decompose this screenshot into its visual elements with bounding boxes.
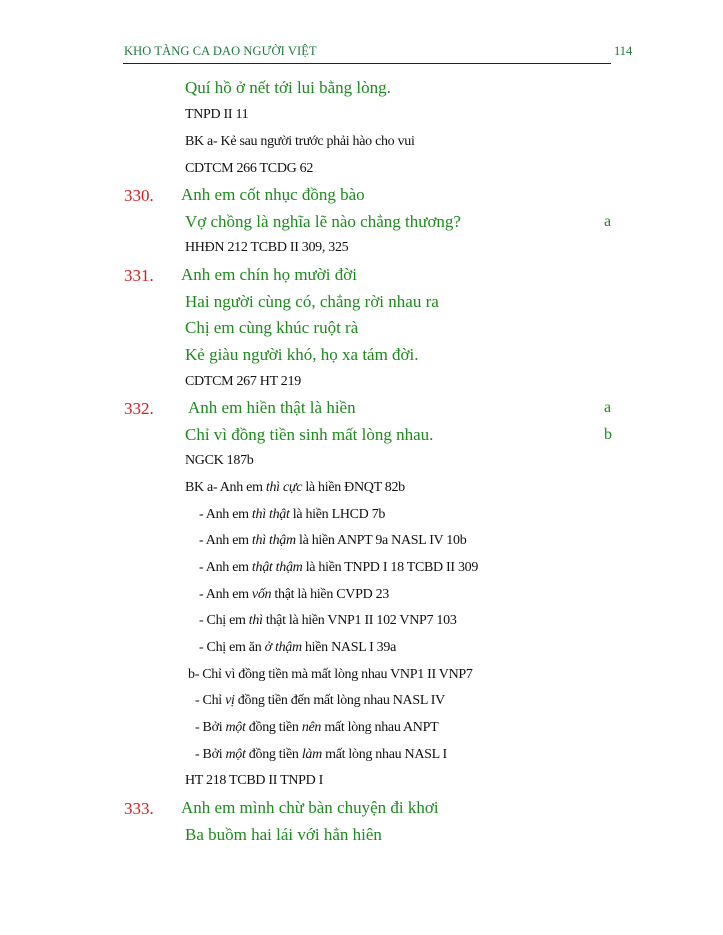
source-reference: TNPD II 11 bbox=[185, 107, 249, 122]
verse-line: Anh em cốt nhục đồng bào bbox=[181, 185, 365, 204]
entry-number: 333. bbox=[124, 799, 154, 818]
entry-number: 332. bbox=[124, 399, 154, 418]
source-reference: HHĐN 212 TCBD II 309, 325 bbox=[185, 240, 349, 255]
header-divider bbox=[123, 63, 611, 64]
verse-marker: a bbox=[604, 213, 612, 230]
verse-line: Anh em mình chừ bàn chuyện đi khơi bbox=[181, 798, 439, 817]
running-header-title: KHO TÀNG CA DAO NGƯỜI VIỆT bbox=[124, 44, 317, 58]
verse-line: Anh em chín họ mười đời bbox=[181, 265, 357, 284]
verse-line: Chỉ vì đồng tiền sinh mất lòng nhau. bbox=[185, 425, 434, 444]
verse-line: Quí hồ ở nết tới lui bằng lòng. bbox=[185, 78, 391, 97]
variant-note: - Anh em thì thật là hiền LHCD 7b bbox=[199, 507, 386, 522]
variant-note: BK a- Anh em thì cực là hiền ĐNQT 82b bbox=[185, 480, 405, 495]
source-reference: HT 218 TCBD II TNPD I bbox=[185, 773, 323, 788]
verse-line: Hai người cùng có, chẳng rời nhau ra bbox=[185, 292, 439, 311]
entry-number: 330. bbox=[124, 186, 154, 205]
variant-note: - Chỉ vị đồng tiền đến mất lòng nhau NASL IV bbox=[195, 693, 445, 708]
verse-marker: b bbox=[604, 426, 612, 443]
source-reference: NGCK 187b bbox=[185, 453, 254, 468]
verse-marker: a bbox=[604, 399, 612, 416]
entry-number: 331. bbox=[124, 266, 154, 285]
variant-note: - Anh em vốn thật là hiền CVPD 23 bbox=[199, 587, 389, 602]
page-number: 114 bbox=[614, 44, 633, 58]
verse-line: Ba buồm hai lái với hẳn hiên bbox=[185, 825, 382, 844]
variant-note: - Anh em thật thậm là hiền TNPD I 18 TCBD II 309 bbox=[199, 560, 479, 575]
verse-line: Vợ chồng là nghĩa lẽ nào chẳng thương? bbox=[185, 212, 461, 231]
verse-line: Anh em hiền thật là hiền bbox=[188, 398, 356, 417]
source-reference: CDTCM 266 TCDG 62 bbox=[185, 161, 314, 176]
variant-note: - Chị em thì thật là hiền VNP1 II 102 VNP7 103 bbox=[199, 613, 457, 628]
variant-note: - Bởi một đồng tiền làm mất lòng nhau NASL I bbox=[195, 747, 447, 762]
variant-note: b- Chỉ vì đồng tiền mà mất lòng nhau VNP1 II VNP7 bbox=[188, 667, 473, 682]
variant-note: - Bởi một đồng tiền nên mất lòng nhau ANPT bbox=[195, 720, 439, 735]
variant-note: - Chị em ăn ở thậm hiền NASL I 39a bbox=[199, 640, 396, 655]
verse-line: Chị em cùng khúc ruột rà bbox=[185, 318, 359, 337]
variant-note: BK a- Kẻ sau người trước phải hào cho vui bbox=[185, 134, 415, 149]
source-reference: CDTCM 267 HT 219 bbox=[185, 374, 301, 389]
verse-line: Kẻ giàu người khó, họ xa tám đời. bbox=[185, 345, 419, 364]
variant-note: - Anh em thì thậm là hiền ANPT 9a NASL IV 10b bbox=[199, 533, 467, 548]
